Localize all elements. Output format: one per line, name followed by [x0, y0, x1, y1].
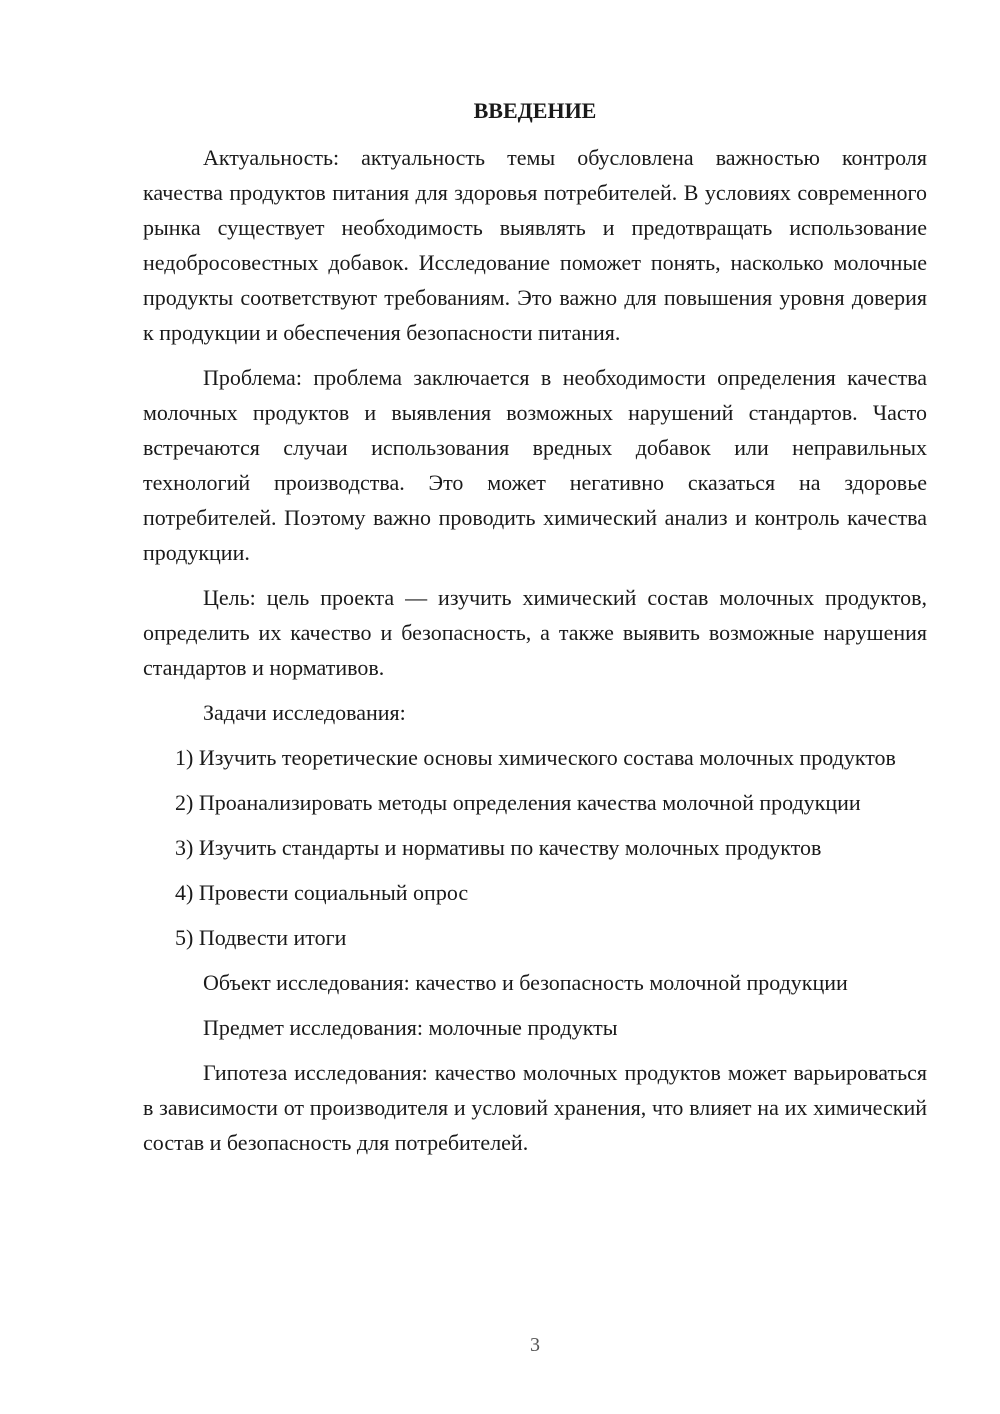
task-item-4: 4) Провести социальный опрос: [175, 880, 469, 905]
task-item-2: 2) Проанализировать методы определения качества молочной продукции: [175, 790, 861, 815]
subject-paragraph: Предмет исследования: молочные продукты: [203, 1015, 618, 1040]
goal-paragraph: Цель: цель проекта — изучить химический состав молочных продуктов, определить их качество и безопасность, а также выявить возможные нарушения стандартов и нормативов.: [143, 585, 927, 680]
tasks-heading: Задачи исследования:: [203, 700, 406, 725]
hypothesis-paragraph: Гипотеза исследования: качество молочных продуктов может варьироваться в зависимости от производителя и условий хранения, что влияет на их химический состав и безопасность для потребителей.: [143, 1060, 927, 1155]
task-item-3: 3) Изучить стандарты и нормативы по качеству молочных продуктов: [175, 835, 822, 860]
task-item-5: 5) Подвести итоги: [175, 925, 347, 950]
problem-paragraph: Проблема: проблема заключается в необходимости определения качества молочных продуктов и выявления возможных нарушений стандартов. Часто встречаются случаи использования вредных добавок или неправильных технологий производства. Это может негативно сказаться на здоровье потребителей. Поэтому важно проводить химический анализ и контроль качества продукции.: [143, 365, 927, 565]
document-page: [143, 96, 927, 1170]
page-number: 3: [530, 1334, 540, 1356]
object-paragraph: Объект исследования: качество и безопасность молочной продукции: [203, 970, 848, 995]
task-item-1: 1) Изучить теоретические основы химического состава молочных продуктов: [175, 745, 896, 770]
relevance-paragraph: Актуальность: актуальность темы обусловлена важностью контроля качества продуктов питания для здоровья потребителей. В условиях современного рынка существует необходимость выявлять и предотвращать использование недобросовестных добавок. Исследование поможет понять, насколько молочные продукты соответствуют требованиям. Это важно для повышения уровня доверия к продукции и обеспечения безопасности питания.: [143, 145, 927, 345]
section-title: ВВЕДЕНИЕ: [473, 98, 597, 123]
